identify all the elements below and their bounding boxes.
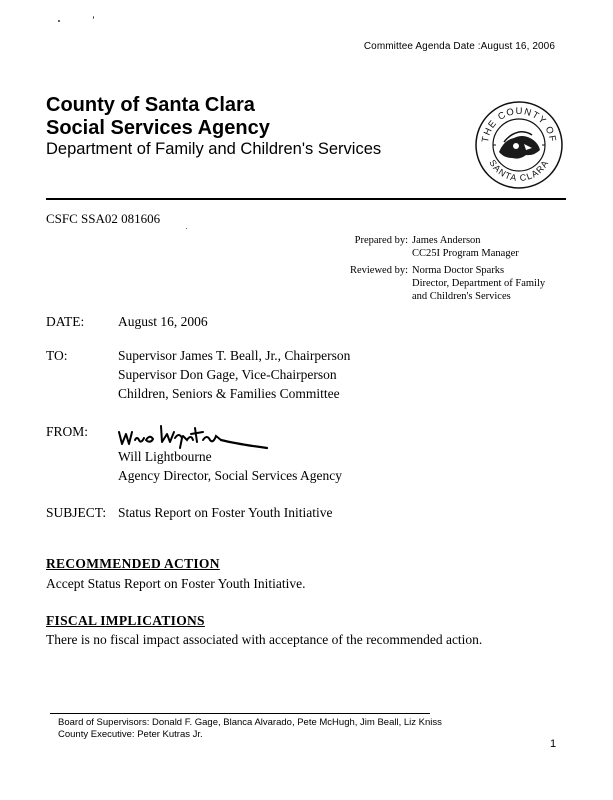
footer-board: Board of Supervisors: Donald F. Gage, Blanca Alvarado, Pete McHugh, Jim Beall, Liz Kniss xyxy=(58,717,442,728)
reviewed-by-title-line1: Director, Department of Family xyxy=(412,278,546,289)
county-title: County of Santa Clara xyxy=(46,94,255,116)
agency-title: Social Services Agency xyxy=(46,117,270,139)
from-label: FROM: xyxy=(46,424,89,439)
scan-speck xyxy=(58,20,60,22)
from-title: Agency Director, Social Services Agency xyxy=(118,468,343,483)
to-label: TO: xyxy=(46,348,68,363)
recommended-action-heading: RECOMMENDED ACTION xyxy=(46,556,220,571)
svg-text:SANTA CLARA: SANTA CLARA xyxy=(487,157,551,184)
reviewed-by-label: Reviewed by: xyxy=(349,265,408,276)
reviewed-by-name: Norma Doctor Sparks xyxy=(412,265,505,276)
footer-divider xyxy=(50,713,430,714)
reviewed-by-title-line2: and Children's Services xyxy=(412,291,511,302)
fiscal-implications-text: There is no fiscal impact associated with acceptance of the recommended action. xyxy=(46,632,483,647)
agenda-date: Committee Agenda Date :August 16, 2006 xyxy=(363,41,555,52)
footer-executive: County Executive: Peter Kutras Jr. xyxy=(58,729,203,740)
document-code: CSFC SSA02 081606 xyxy=(46,211,161,226)
county-seal-icon xyxy=(474,100,564,190)
subject-label: SUBJECT: xyxy=(46,505,107,520)
date-label: DATE: xyxy=(46,314,85,329)
scan-speck xyxy=(186,228,187,229)
from-name: Will Lightbourne xyxy=(118,449,212,464)
to-line-3: Children, Seniors & Families Committee xyxy=(118,386,340,401)
department-title: Department of Family and Children's Services xyxy=(46,140,382,158)
fiscal-implications-heading: FISCAL IMPLICATIONS xyxy=(46,613,205,628)
prepared-by-title: CC25I Program Manager xyxy=(412,248,519,259)
page-number: 1 xyxy=(550,738,557,750)
scan-speck xyxy=(93,16,94,19)
to-line-2: Supervisor Don Gage, Vice-Chairperson xyxy=(118,367,337,382)
date-value: August 16, 2006 xyxy=(118,314,208,329)
prepared-by-name: James Anderson xyxy=(412,235,481,246)
prepared-by-label: Prepared by: xyxy=(354,235,408,246)
subject-value: Status Report on Foster Youth Initiative xyxy=(118,505,333,520)
header-divider xyxy=(46,198,566,200)
recommended-action-text: Accept Status Report on Foster Youth Initiative. xyxy=(46,576,306,591)
to-line-1: Supervisor James T. Beall, Jr., Chairperson xyxy=(118,348,351,363)
svg-text:THE COUNTY OF: THE COUNTY OF xyxy=(480,105,558,144)
